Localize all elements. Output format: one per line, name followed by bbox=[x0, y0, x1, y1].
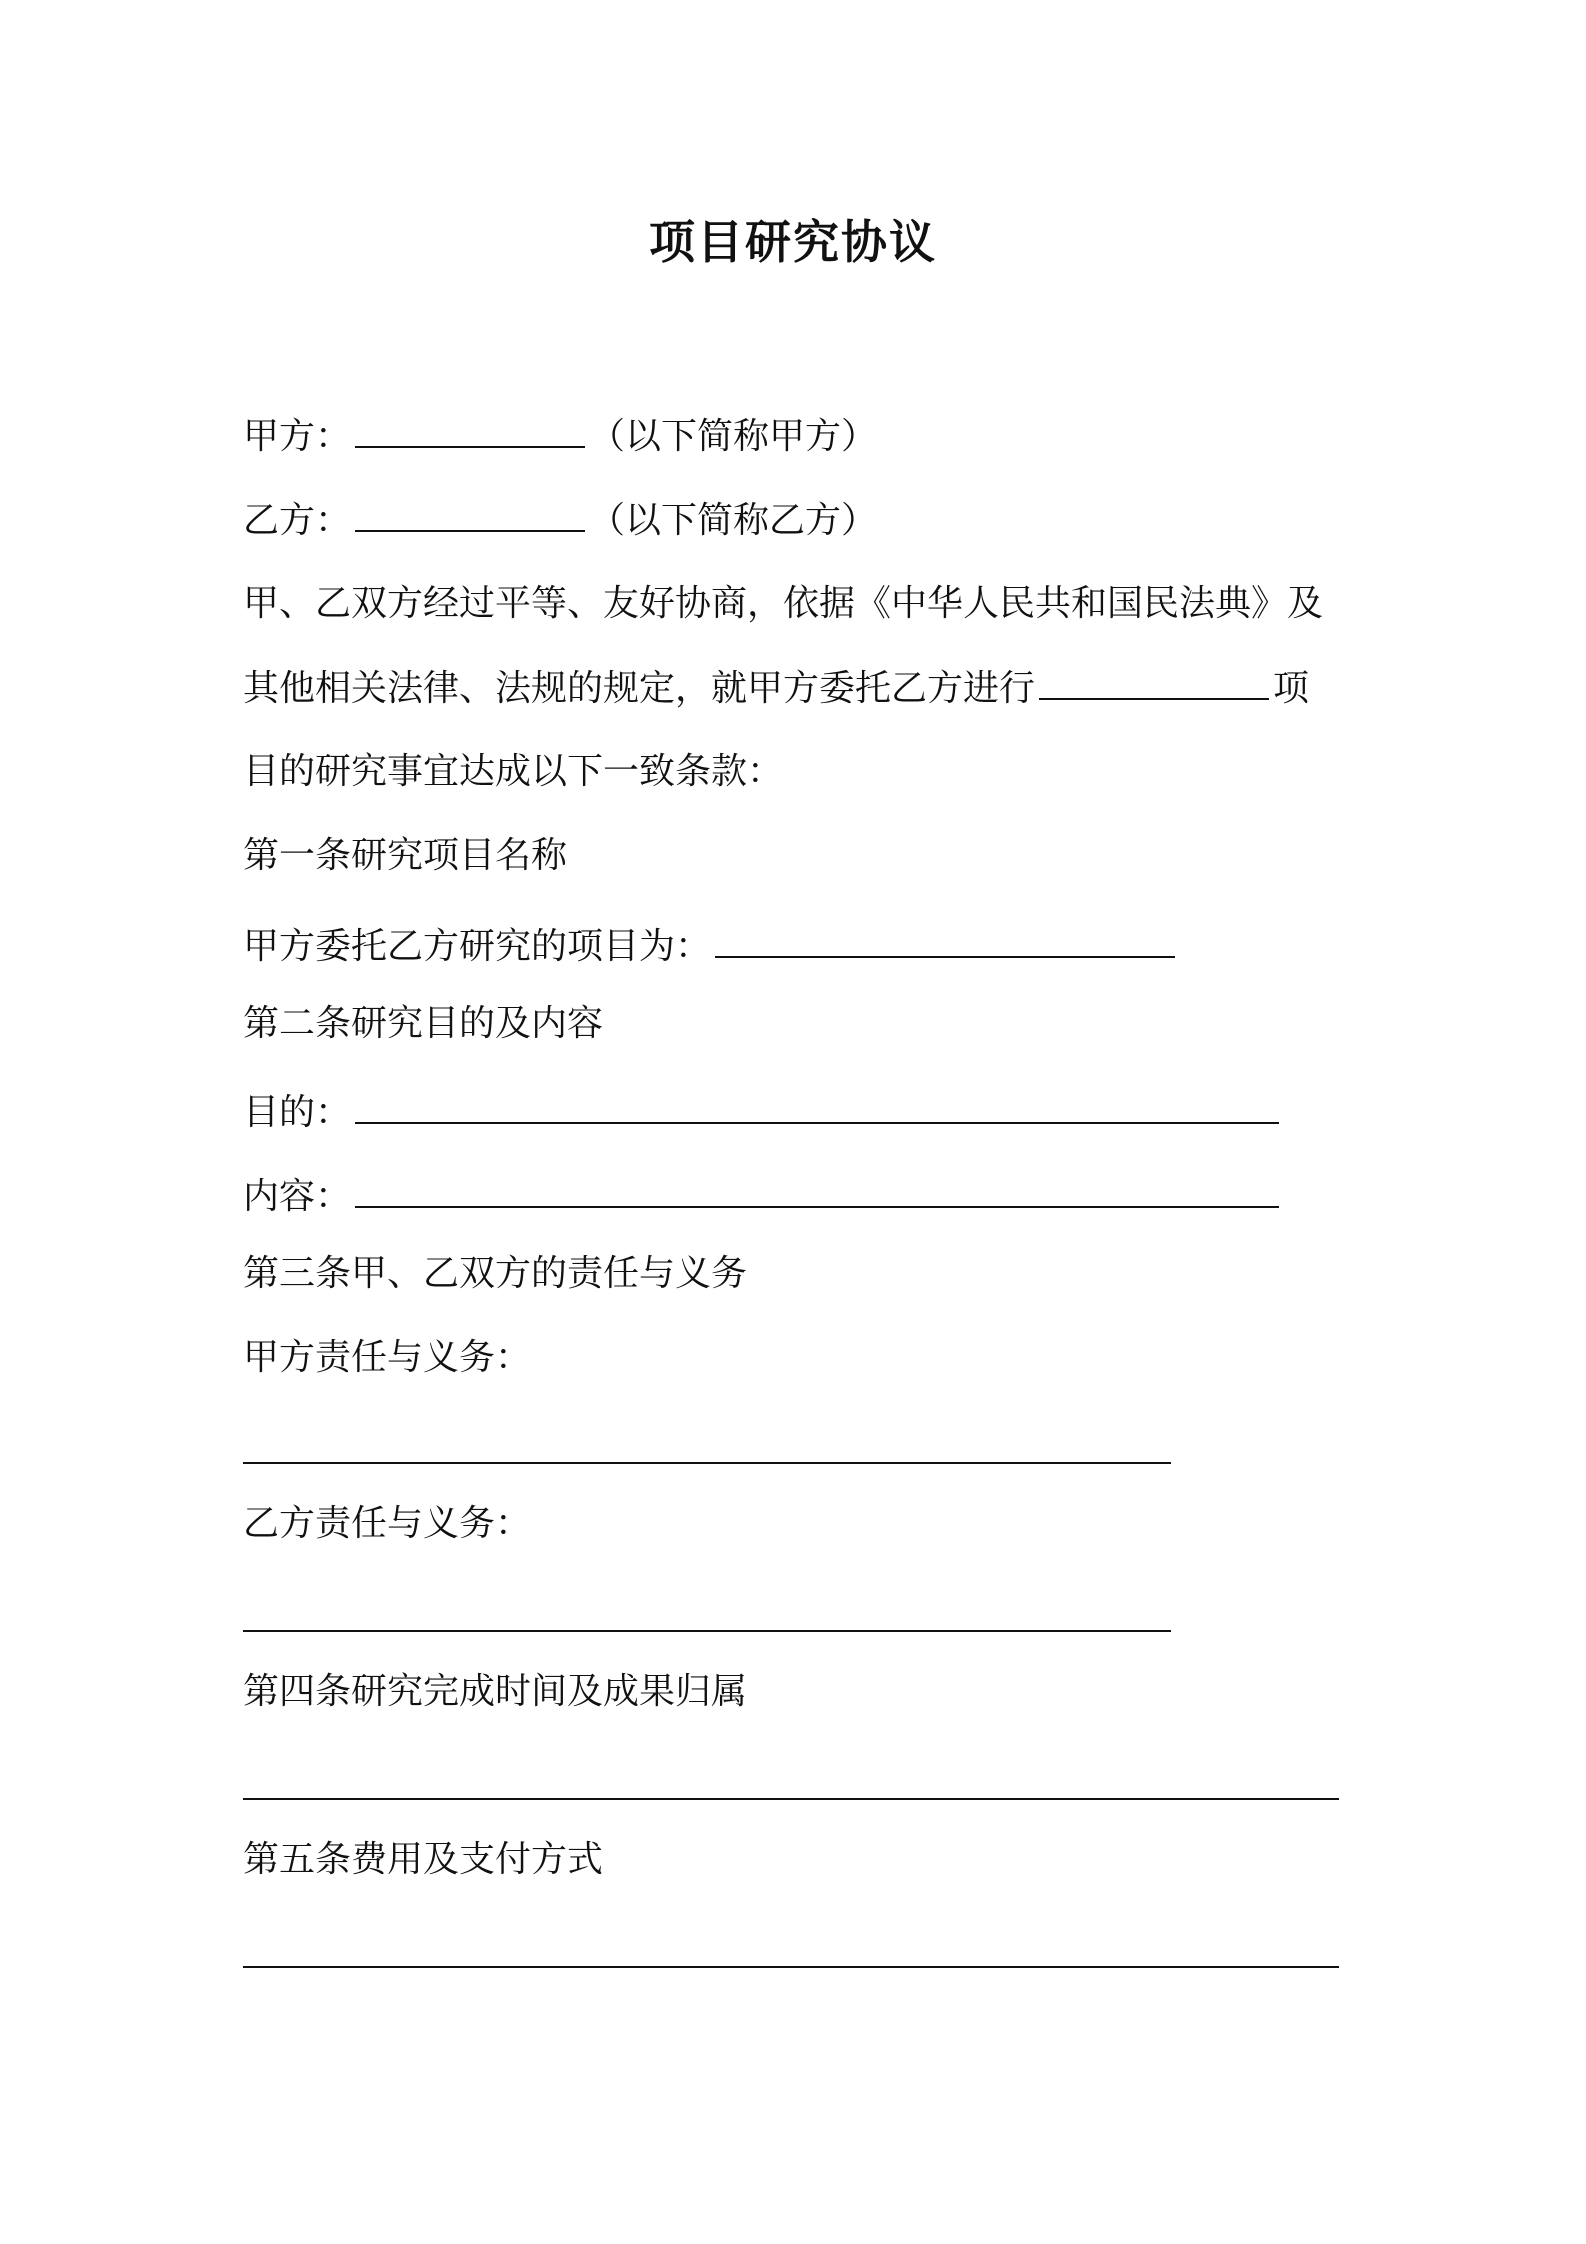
document-title: 项目研究协议 bbox=[649, 215, 937, 269]
preamble-line-3: 目的研究事宜达成以下一致条款： bbox=[243, 751, 784, 792]
purpose-line bbox=[243, 1088, 1283, 1137]
party-a-duties-blank[interactable] bbox=[243, 1462, 1171, 1464]
party-b-line bbox=[243, 496, 877, 545]
party-b-duties-blank[interactable] bbox=[243, 1630, 1171, 1632]
party-a-label: 甲方： bbox=[243, 416, 352, 457]
article-4-blank[interactable] bbox=[243, 1798, 1339, 1800]
article-1-heading: 第一条研究项目名称 bbox=[243, 835, 568, 876]
article-4-heading: 第四条研究完成时间及成果归属 bbox=[243, 1671, 748, 1712]
party-b-blank[interactable] bbox=[355, 496, 585, 532]
article-3-heading: 第三条甲、乙双方的责任与义务 bbox=[243, 1253, 748, 1294]
party-b-duties-label: 乙方责任与义务： bbox=[243, 1503, 532, 1544]
project-name-blank[interactable] bbox=[715, 922, 1175, 958]
preamble-line-2 bbox=[243, 664, 1309, 713]
purpose-label: 目的： bbox=[243, 1092, 352, 1133]
party-a-blank[interactable] bbox=[355, 412, 585, 448]
content-blank[interactable] bbox=[355, 1172, 1279, 1208]
article-1-field-line bbox=[243, 922, 1179, 971]
party-b-label: 乙方： bbox=[243, 500, 352, 541]
article-2-heading: 第二条研究目的及内容 bbox=[243, 1003, 604, 1044]
article-5-blank[interactable] bbox=[243, 1966, 1339, 1968]
party-b-suffix: （以下简称乙方） bbox=[589, 500, 878, 541]
article-5-heading: 第五条费用及支付方式 bbox=[243, 1839, 604, 1880]
project-topic-blank[interactable] bbox=[1039, 664, 1269, 700]
preamble-line-1: 甲、乙双方经过平等、友好协商，依据《中华人民共和国民法典》及 bbox=[243, 583, 1324, 624]
party-a-line bbox=[243, 412, 877, 461]
article-1-field-label: 甲方委托乙方研究的项目为： bbox=[243, 926, 712, 967]
party-a-duties-label: 甲方责任与义务： bbox=[243, 1337, 532, 1378]
content-label: 内容： bbox=[243, 1176, 352, 1217]
preamble-line-2-suffix: 项 bbox=[1273, 668, 1310, 709]
party-a-suffix: （以下简称甲方） bbox=[589, 416, 878, 457]
purpose-blank[interactable] bbox=[355, 1088, 1279, 1124]
content-line bbox=[243, 1172, 1283, 1221]
preamble-line-2-prefix: 其他相关法律、法规的规定，就甲方委托乙方进行 bbox=[243, 668, 1036, 709]
